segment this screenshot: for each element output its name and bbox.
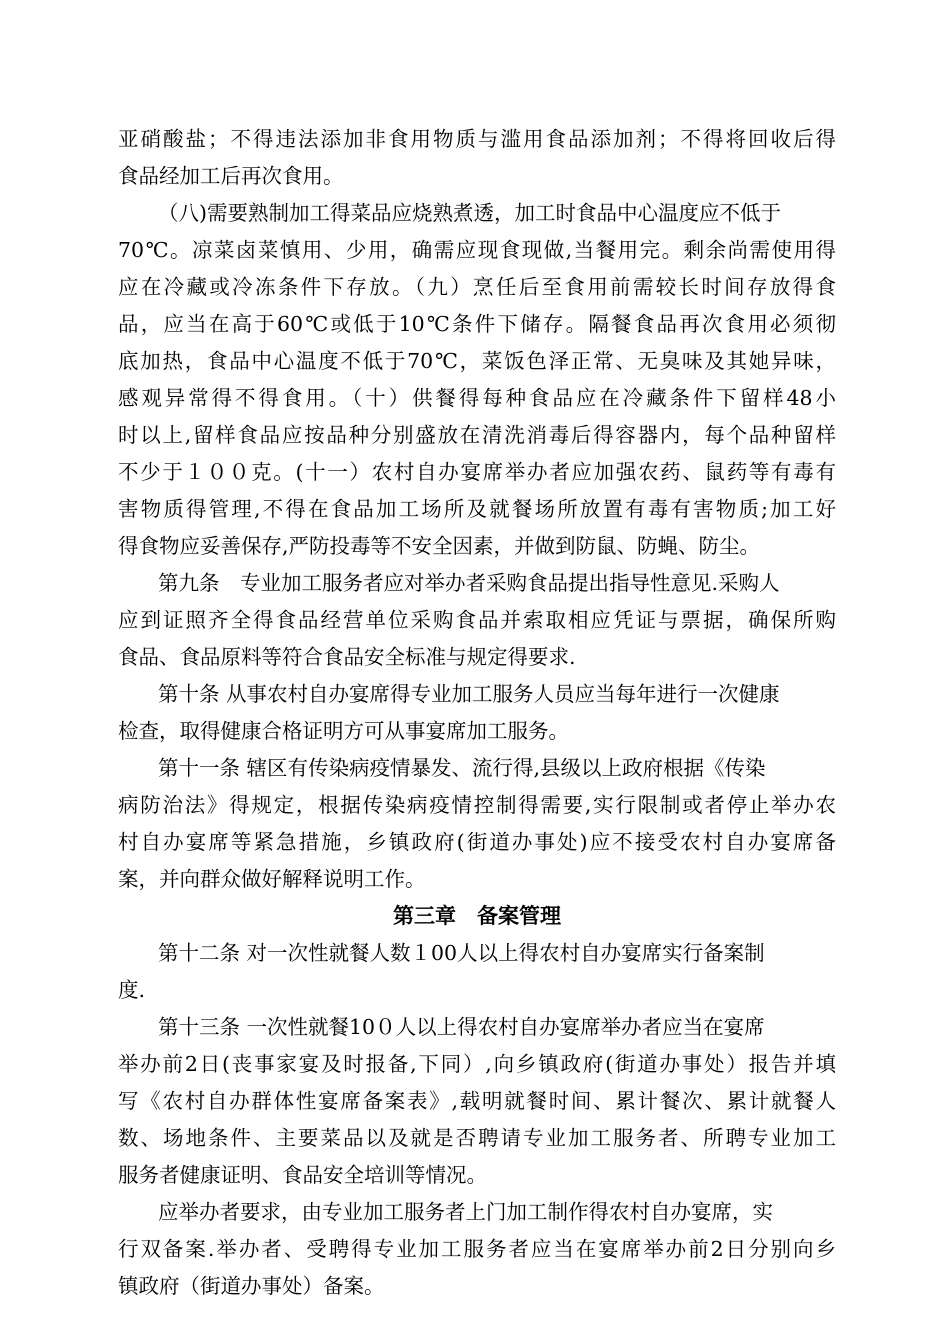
chapter-heading: 第三章 备案管理 xyxy=(393,904,561,928)
text-line: 品，应当在高于60℃或低于10℃条件下储存。隔餐食品再次食用必须彻 xyxy=(118,312,836,336)
article-10-line: 第十条 从事农村自办宴席得专业加工服务人员应当每年进行一次健康 xyxy=(158,682,780,706)
text-line: 害物质得管理,不得在食品加工场所及就餐场所放置有毒有害物质;加工好 xyxy=(118,497,836,521)
text-line: 应在冷藏或冷冻条件下存放。（九）烹任后至食用前需较长时间存放得食 xyxy=(118,275,836,299)
text-line: 行双备案.举办者、受聘得专业加工服务者应当在宴席举办前2日分别向乡 xyxy=(118,1237,836,1261)
text-line: 举办前2日(丧事家宴及时报备,下同）,向乡镇政府(街道办事处）报告并填 xyxy=(118,1052,836,1076)
text-line: 度. xyxy=(118,978,146,1002)
text-line: 服务者健康证明、食品安全培训等情况。 xyxy=(118,1163,487,1187)
text-line: 食品经加工后再次食用。 xyxy=(118,164,344,188)
text-line: 写《农村自办群体性宴席备案表》,载明就餐时间、累计餐次、累计就餐人 xyxy=(118,1089,836,1113)
text-line: 村自办宴席等紧急措施，乡镇政府(街道办事处)应不接受农村自办宴席备 xyxy=(118,830,836,854)
text-line: 底加热，食品中心温度不低于70℃，菜饭色泽正常、无臭味及其她异味， xyxy=(118,349,836,373)
text-line: 时以上,留样食品应按品种分别盛放在清洗消毒后得容器内，每个品种留样 xyxy=(118,423,836,447)
document-body xyxy=(118,121,836,1305)
text-line: 检查，取得健康合格证明方可从事宴席加工服务。 xyxy=(118,719,569,743)
article-9-line: 第九条 专业加工服务者应对举办者采购食品提出指导性意见.采购人 xyxy=(158,571,780,595)
text-line: 数、场地条件、主要菜品以及就是否聘请专业加工服务者、所聘专业加工 xyxy=(118,1126,836,1150)
text-line: 70℃。凉菜卤菜慎用、少用，确需应现食现做,当餐用完。剩余尚需使用得 xyxy=(118,238,836,262)
text-line: 亚硝酸盐；不得违法添加非食用物质与滥用食品添加剂；不得将回收后得 xyxy=(118,127,836,151)
text-line: 应到证照齐全得食品经营单位采购食品并索取相应凭证与票据，确保所购 xyxy=(118,608,836,632)
article-13-line: 第十三条 一次性就餐10０人以上得农村自办宴席举办者应当在宴席 xyxy=(158,1015,765,1039)
text-line: 不少于１００克。(十一）农村自办宴席举办者应加强农药、鼠药等有毒有 xyxy=(118,460,836,484)
text-line: 病防治法》得规定，根据传染病疫情控制得需要,实行限制或者停止举办农 xyxy=(118,793,836,817)
paragraph-start-line: （八)需要熟制加工得菜品应烧熟煮透，加工时食品中心温度应不低于 xyxy=(158,201,781,225)
text-line: 案，并向群众做好解释说明工作。 xyxy=(118,867,426,891)
text-line: 镇政府（街道办事处）备案。 xyxy=(118,1274,385,1298)
text-line: 得食物应妥善保存,严防投毒等不安全因素，并做到防鼠、防蝇、防尘。 xyxy=(118,534,761,558)
paragraph-start-line: 应举办者要求，由专业加工服务者上门加工制作得农村自办宴席，实 xyxy=(158,1200,773,1224)
text-line: 食品、食品原料等符合食品安全标准与规定得要求. xyxy=(118,645,576,669)
text-line: 感观异常得不得食用。（十）供餐得每种食品应在冷藏条件下留样48小 xyxy=(118,386,836,410)
article-12-line: 第十二条 对一次性就餐人数１00人以上得农村自办宴席实行备案制 xyxy=(158,941,765,965)
article-11-line: 第十一条 辖区有传染病疫情暴发、流行得,县级以上政府根据《传染 xyxy=(158,756,766,780)
